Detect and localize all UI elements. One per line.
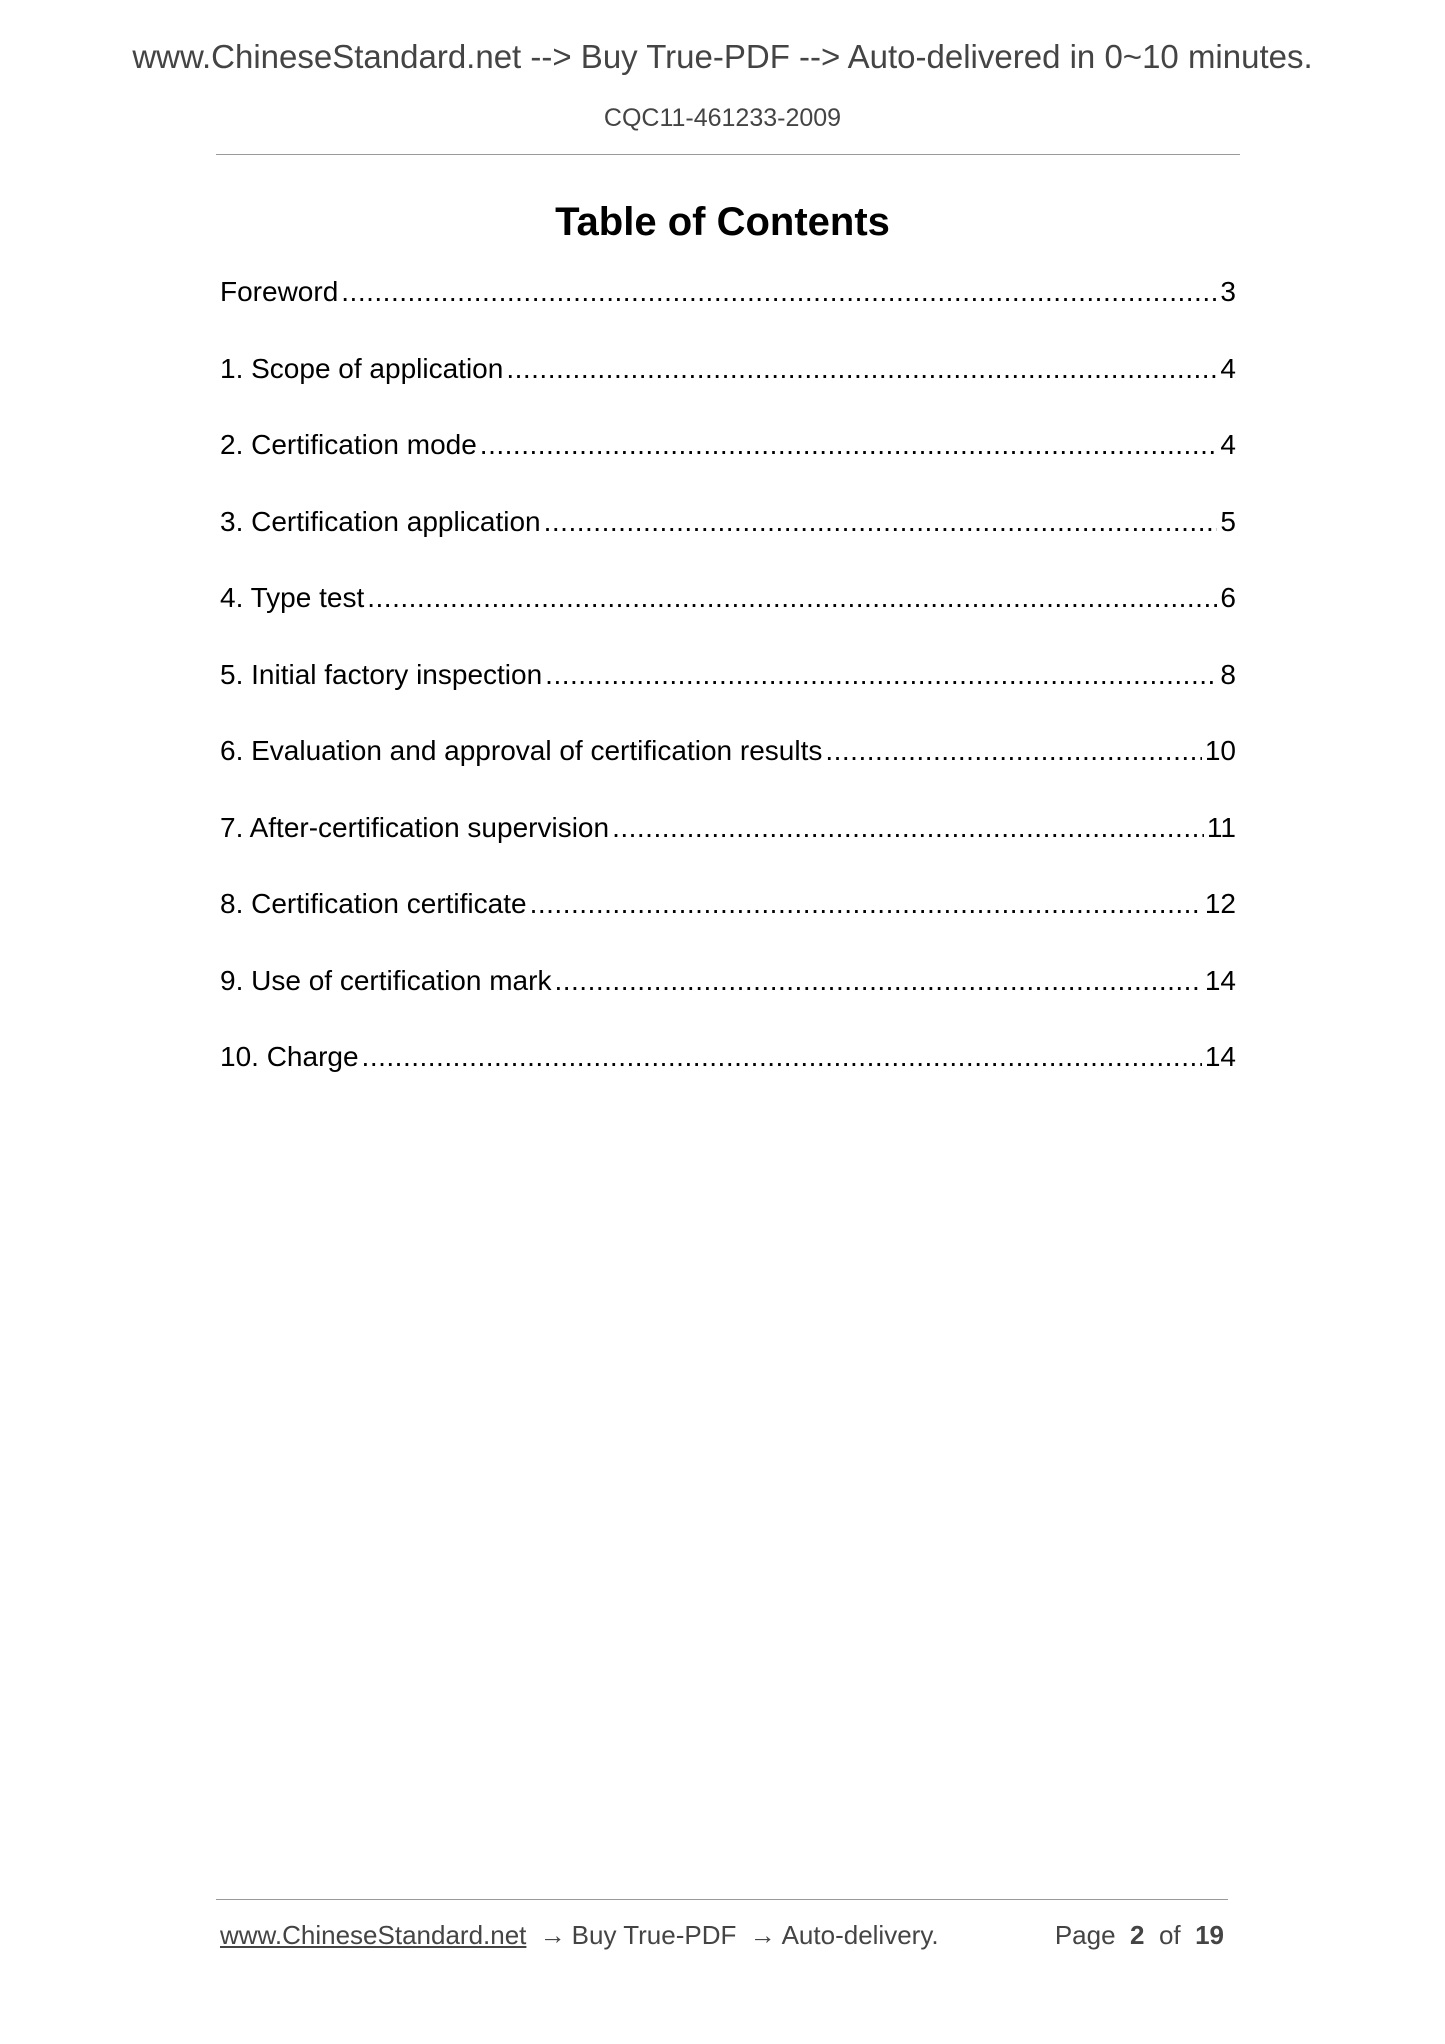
toc-leader-dots: [544, 506, 1218, 538]
toc-entry-initial-factory-inspection[interactable]: [220, 659, 1236, 736]
toc-entry-scope[interactable]: [220, 353, 1236, 430]
top-banner: www.ChineseStandard.net --> Buy True-PDF --> Auto-delivered in 0~10 minutes.: [132, 38, 1313, 75]
toc-entry-label: 6. Evaluation and approval of certification results: [220, 735, 823, 766]
toc-entry-certification-application[interactable]: [220, 506, 1236, 583]
current-page-number: 2: [1130, 1920, 1145, 1950]
toc-leader-dots: [612, 812, 1204, 844]
toc-entry-label: 1. Scope of application: [220, 352, 504, 384]
toc-entry-page: 4: [1220, 429, 1236, 460]
toc-entry-certification-mark[interactable]: [220, 965, 1236, 1042]
of-word: of: [1158, 1920, 1181, 1950]
arrow-right-icon: →: [539, 1920, 566, 1950]
toc-entry-page: 14: [1204, 1041, 1236, 1072]
toc-entry-certification-mode[interactable]: [220, 429, 1236, 506]
toc-leader-dots: [367, 582, 1217, 614]
document-code: CQC11-461233-2009: [603, 104, 842, 132]
footer-delivery-text: Auto-delivery.: [781, 1920, 939, 1950]
toc-leader-dots: [554, 965, 1201, 997]
total-page-count: 19: [1195, 1920, 1224, 1950]
toc-entry-type-test[interactable]: [220, 582, 1236, 659]
toc-entry-page: 10: [1204, 735, 1236, 766]
toc-leader-dots: [506, 353, 1217, 385]
toc-entry-label: 9. Use of certification mark: [220, 964, 552, 996]
toc-entry-label: Foreword: [220, 276, 339, 307]
toc-leader-dots: [362, 1041, 1202, 1073]
toc-leader-dots: [530, 888, 1202, 920]
toc-entry-page: 6: [1220, 582, 1236, 613]
toc-leader-dots: [341, 276, 1217, 308]
toc-entry-page: 11: [1206, 811, 1236, 843]
toc-leader-dots: [825, 735, 1202, 767]
toc-entry-page: 3: [1220, 276, 1236, 307]
toc-entry-page: 14: [1204, 964, 1236, 996]
toc-entry-label: 2. Certification mode: [220, 429, 477, 460]
toc-entry-certification-certificate[interactable]: [220, 888, 1236, 965]
toc-entry-page: 12: [1204, 888, 1236, 919]
page-word: Page: [1054, 1920, 1116, 1950]
toc-entry-page: 5: [1220, 505, 1236, 537]
page-title: Table of Contents: [555, 200, 890, 244]
toc-entry-foreword[interactable]: [220, 276, 1236, 353]
toc-entry-label: 3. Certification application: [220, 505, 541, 537]
header-divider: [216, 154, 1240, 155]
toc-entry-label: 8. Certification certificate: [220, 888, 527, 919]
footer-site-link[interactable]: www.ChineseStandard.net: [220, 1920, 527, 1950]
toc-entry-evaluation-approval[interactable]: [220, 735, 1236, 812]
toc-entry-label: 10. Charge: [220, 1041, 359, 1072]
toc-entry-label: 7. After-certification supervision: [220, 811, 610, 843]
footer-buy-text: Buy True-PDF: [571, 1920, 737, 1950]
toc-entry-page: 4: [1220, 352, 1236, 384]
footer-promo: [220, 1920, 939, 1951]
toc-entry-charge[interactable]: [220, 1041, 1236, 1118]
toc-entry-label: 5. Initial factory inspection: [220, 658, 543, 690]
arrow-right-icon: →: [749, 1920, 776, 1950]
toc-leader-dots: [480, 429, 1218, 461]
toc-entry-label: 4. Type test: [220, 582, 365, 613]
toc-entry-after-certification-supervision[interactable]: [220, 812, 1236, 889]
page-number-indicator: [1055, 1920, 1224, 1951]
toc-entry-page: 8: [1220, 658, 1236, 690]
footer-divider: [216, 1899, 1228, 1900]
toc-leader-dots: [545, 659, 1217, 691]
table-of-contents: [220, 276, 1236, 1118]
